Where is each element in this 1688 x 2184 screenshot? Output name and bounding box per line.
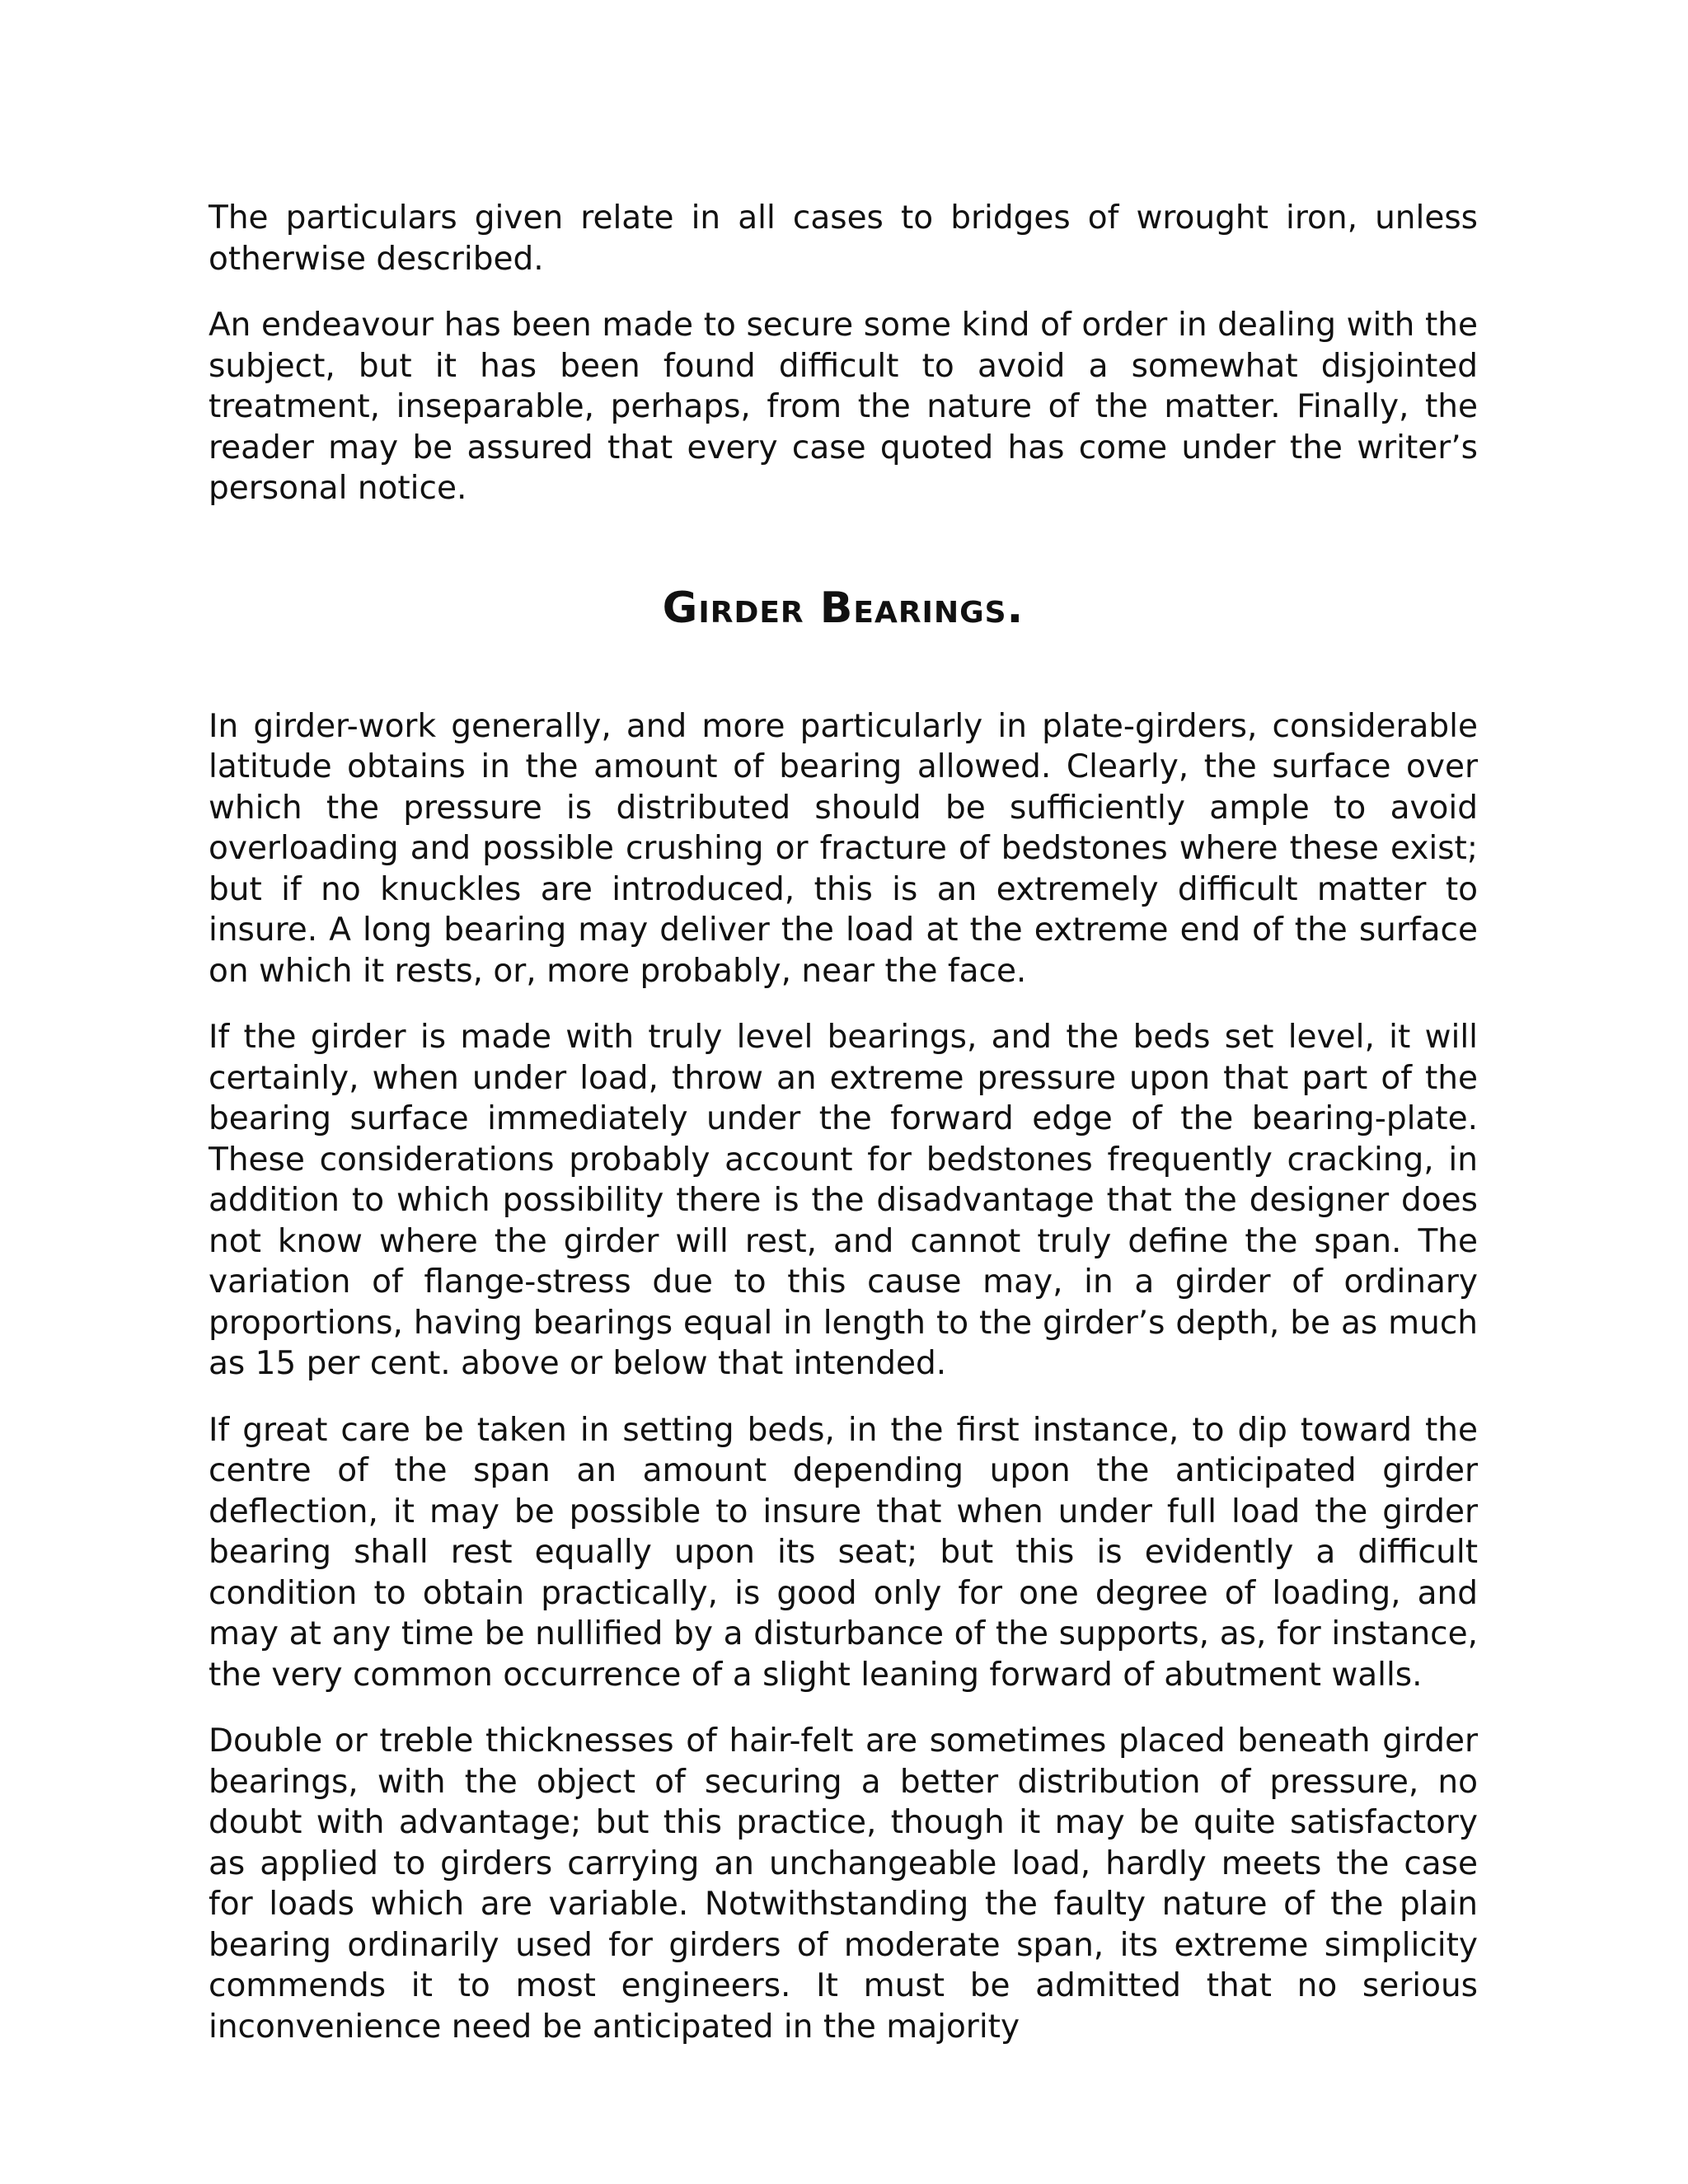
heading-spacer [209,637,1478,706]
document-page [209,198,1478,2073]
paragraph-hair-felt: Double or treble thicknesses of hair-felt are sometimes placed beneath girder bearings, with the object of securing a better distribution of pressure, no doubt with advantage; but this practice, though it may be quite satisfactory as applied to girders carrying an unchangeable load, hardly meets the case for loads which are variable. Notwithstanding the faulty nature of the plain bearing ordinarily used for girders of moderate span, its extreme simplicity commends it to most engineers. It must be admitted that no serious inconvenience need be anticipated in the majority [209,1722,1478,2046]
paragraph-setting-beds: If great care be taken in setting beds, in the first instance, to dip toward the centre of the span an amount depending upon the anticipated girder deflection, it may be possible to insure that when under full load the girder bearing shall rest equally upon its seat; but this is evidently a difficult condition to obtain practically, is good only for one degree of loading, and may at any time be nullified by a disturbance of the supports, as, for instance, the very common occurrence of a slight leaning forward of abutment walls. [209,1411,1478,1694]
paragraph-girder-work: In girder-work generally, and more particularly in plate-girders, considerable latitude obtains in the amount of bearing allowed. Clearly, the surface over which the pressure is distributed should be sufficiently ample to avoid overloading and possible crushing or fracture of bedstones where these exist; but if no knuckles are introduced, this is an extremely difficult matter to insure. A long bearing may deliver the load at the extreme end of the surface on which it rests, or, more probably, near the face. [209,707,1478,990]
section-heading-girder-bearings: Girder Bearings. [662,583,1025,633]
paragraph-endeavour: An endeavour has been made to secure some kind of order in dealing with the subject, but it has been found difficult to avoid a somewhat disjointed treatment, inseparable, perhaps, from the nature of the matter. Finally, the reader may be assured that every case quoted has come under the writer’s personal notice. [209,307,1478,507]
paragraph-level-bearings: If the girder is made with truly level bearings, and the beds set level, it will certainly, when under load, throw an extreme pressure upon that part of the bearing surface immediately under the forward edge of the bearing-plate. These considerations probably account for bedstones frequently cracking, in addition to which possibility there is the disadvantage that the designer does not know where the girder will rest, and cannot truly define the span. The variation of flange-stress due to this cause may, in a girder of ordinary proportions, having bearings equal in length to the girder’s depth, be as much as 15 per cent. above or below that intended. [209,1019,1478,1382]
paragraph-materials: The particulars given relate in all cases to bridges of wrought iron, unless otherwise described. [209,199,1478,278]
